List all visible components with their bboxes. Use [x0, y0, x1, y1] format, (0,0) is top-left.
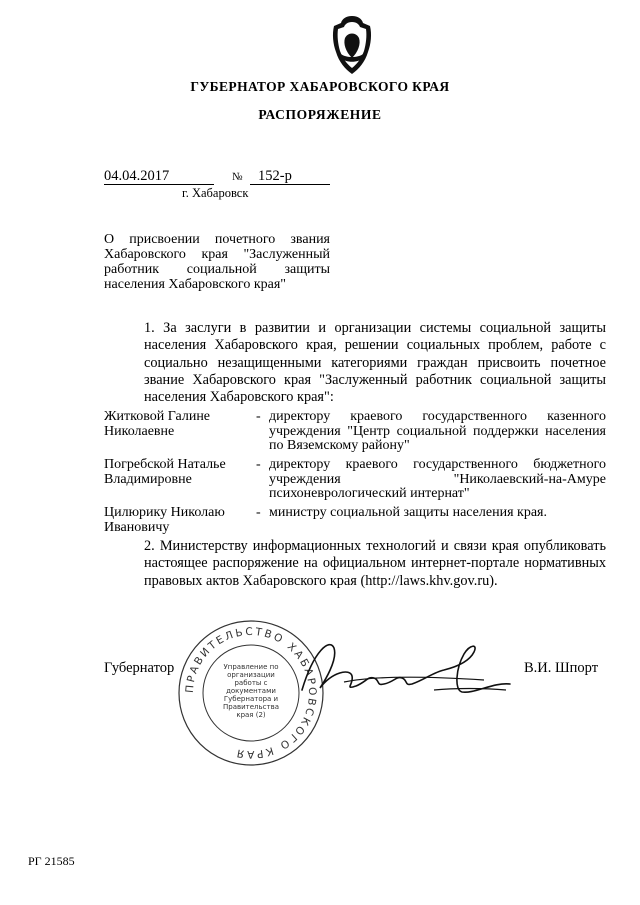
recipient-position: министру социальной защиты населения края. [269, 505, 547, 520]
subject-line: населения Хабаровского края" [104, 277, 286, 292]
paragraph-2 [104, 538, 606, 590]
document-type: РАСПОРЯЖЕНИЕ [258, 107, 382, 122]
signatory-role: Губернатор [104, 660, 175, 676]
document-subject [104, 232, 330, 292]
recipient-dash: - [256, 457, 261, 472]
recipient-entry [104, 458, 606, 504]
subject-line: Хабаровского края "Заслуженный [104, 247, 330, 262]
coat-of-arms-emblem [328, 14, 376, 76]
paragraph-1 [104, 320, 606, 406]
recipient-name: Погребской Наталье Владимировне [104, 457, 226, 487]
recipient-entry [104, 506, 606, 536]
number-underline [250, 184, 330, 185]
seal-inner-text: Управление по организации работы с документами Губернатора и Правительства края (2) [223, 663, 279, 719]
recipient-name: Житковой Галине Николаевне [104, 409, 211, 439]
seal-ring-text: ПРАВИТЕЛЬСТВО ХАБАРОВСКОГО КРАЯ [183, 625, 319, 761]
signatory-name: В.И. Шпорт [524, 660, 599, 676]
recipient-name: Цилюрику Николаю Ивановичу [104, 505, 225, 535]
number-label: № [232, 171, 243, 183]
recipient-entry [104, 410, 606, 456]
handwritten-signature [284, 630, 514, 708]
subject-line: О присвоении почетного звания [104, 232, 330, 247]
issuer-title: ГУБЕРНАТОР ХАБАРОВСКОГО КРАЯ [190, 79, 450, 94]
paragraph-2-text: 2. Министерству информационных технологий и связи края опубликовать настоящее распоряжение на официальном интернет-портале нормативных правовых актов Хабаровского края (http://laws.khv.gov.ru). [144, 538, 606, 589]
issue-city: г. Хабаровск [182, 186, 249, 200]
recipient-position: директору краевого государственного казенного учреждения "Центр социальной поддержки населения по Вяземскому району" [269, 409, 606, 453]
paragraph-1-text: 1. За заслуги в развитии и организации системы социальной защиты населения Хабаровского края, решении социальных проблем, работе с социально незащищенными категориями граждан присвоить почетное звание Хабаровского края "Заслуженный работник социальной защиты населения Хабаровского края": [144, 320, 606, 406]
recipient-dash: - [256, 409, 261, 424]
subject-line: работник социальной защиты [104, 262, 330, 277]
document-number: 152-р [258, 168, 292, 184]
date-underline [104, 184, 214, 185]
registration-code: РГ 21585 [28, 854, 75, 868]
recipient-position: директору краевого государственного бюджетного учреждения "Николаевский-на-Амуре психоневрологический интернат" [269, 457, 606, 501]
document-date: 04.04.2017 [104, 168, 170, 184]
recipient-dash: - [256, 505, 261, 520]
